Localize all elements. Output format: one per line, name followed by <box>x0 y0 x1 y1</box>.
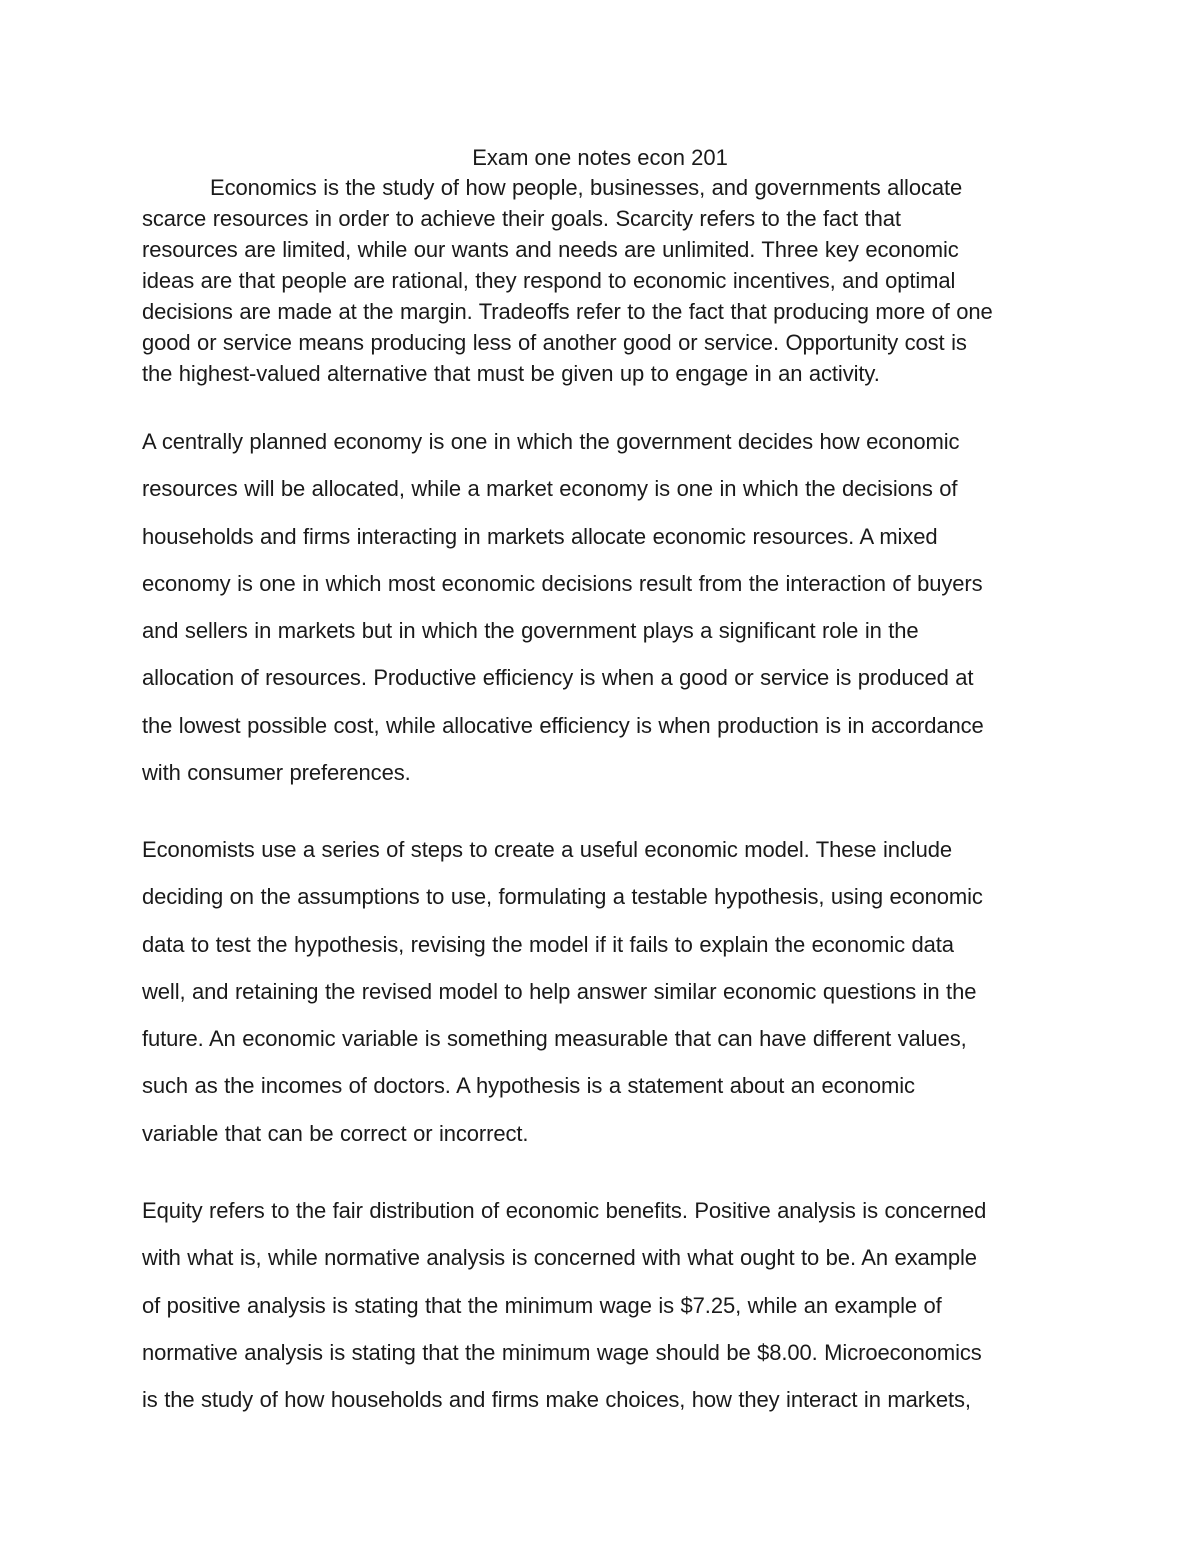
paragraph-line: normative analysis is stating that the minimum wage should be $8.00. Microeconomics <box>142 1339 982 1365</box>
paragraph-line: the highest-valued alternative that must be given up to engage in an activity. <box>142 361 880 386</box>
paragraph-economic-systems <box>142 418 1062 796</box>
paragraph-line: households and firms interacting in markets allocate economic resources. A mixed <box>142 523 938 549</box>
paragraph-line: data to test the hypothesis, revising the model if it fails to explain the economic data <box>142 931 954 957</box>
paragraph-line: good or service means producing less of another good or service. Opportunity cost is <box>142 330 967 355</box>
paragraph-line: variable that can be correct or incorrect. <box>142 1120 529 1146</box>
paragraph-line: allocation of resources. Productive efficiency is when a good or service is produced at <box>142 665 974 691</box>
paragraph-line: such as the incomes of doctors. A hypothesis is a statement about an economic <box>142 1073 915 1099</box>
paragraph-line: Economics is the study of how people, businesses, and governments allocate <box>210 175 963 200</box>
paragraph-line: with what is, while normative analysis is concerned with what ought to be. An example <box>142 1245 977 1271</box>
paragraph-line: resources will be allocated, while a market economy is one in which the decisions of <box>142 476 958 502</box>
paragraph-line: well, and retaining the revised model to help answer similar economic questions in the <box>142 978 977 1004</box>
paragraph-line: of positive analysis is stating that the minimum wage is $7.25, while an example of <box>142 1292 942 1318</box>
paragraph-economic-models <box>142 826 1062 1157</box>
paragraph-line: ideas are that people are rational, they respond to economic incentives, and optimal <box>142 268 956 293</box>
paragraph-line: future. An economic variable is something measurable that can have different values, <box>142 1026 967 1052</box>
paragraph-line: is the study of how households and firms make choices, how they interact in markets, <box>142 1387 971 1413</box>
paragraph-line: Economists use a series of steps to create a useful economic model. These include <box>142 837 952 862</box>
paragraph-line: decisions are made at the margin. Tradeoffs refer to the fact that producing more of one <box>142 299 993 324</box>
paragraph-line: A centrally planned economy is one in which the government decides how economic <box>142 429 960 454</box>
paragraph-line: Equity refers to the fair distribution of economic benefits. Positive analysis is concerned <box>142 1198 987 1223</box>
paragraph-line: and sellers in markets but in which the government plays a significant role in the <box>142 618 919 644</box>
paragraph-line: resources are limited, while our wants and needs are unlimited. Three key economic <box>142 237 959 262</box>
paragraph-equity-analysis <box>142 1187 1062 1423</box>
paragraph-line: economy is one in which most economic decisions result from the interaction of buyers <box>142 570 983 596</box>
document-title: Exam one notes econ 201 <box>472 145 728 170</box>
paragraph-economics-basics <box>142 172 1062 389</box>
paragraph-line: the lowest possible cost, while allocative efficiency is when production is in accordance <box>142 712 984 738</box>
paragraph-line: deciding on the assumptions to use, formulating a testable hypothesis, using economic <box>142 884 983 910</box>
paragraph-line: scarce resources in order to achieve their goals. Scarcity refers to the fact that <box>142 206 901 231</box>
paragraph-line: with consumer preferences. <box>142 760 411 786</box>
